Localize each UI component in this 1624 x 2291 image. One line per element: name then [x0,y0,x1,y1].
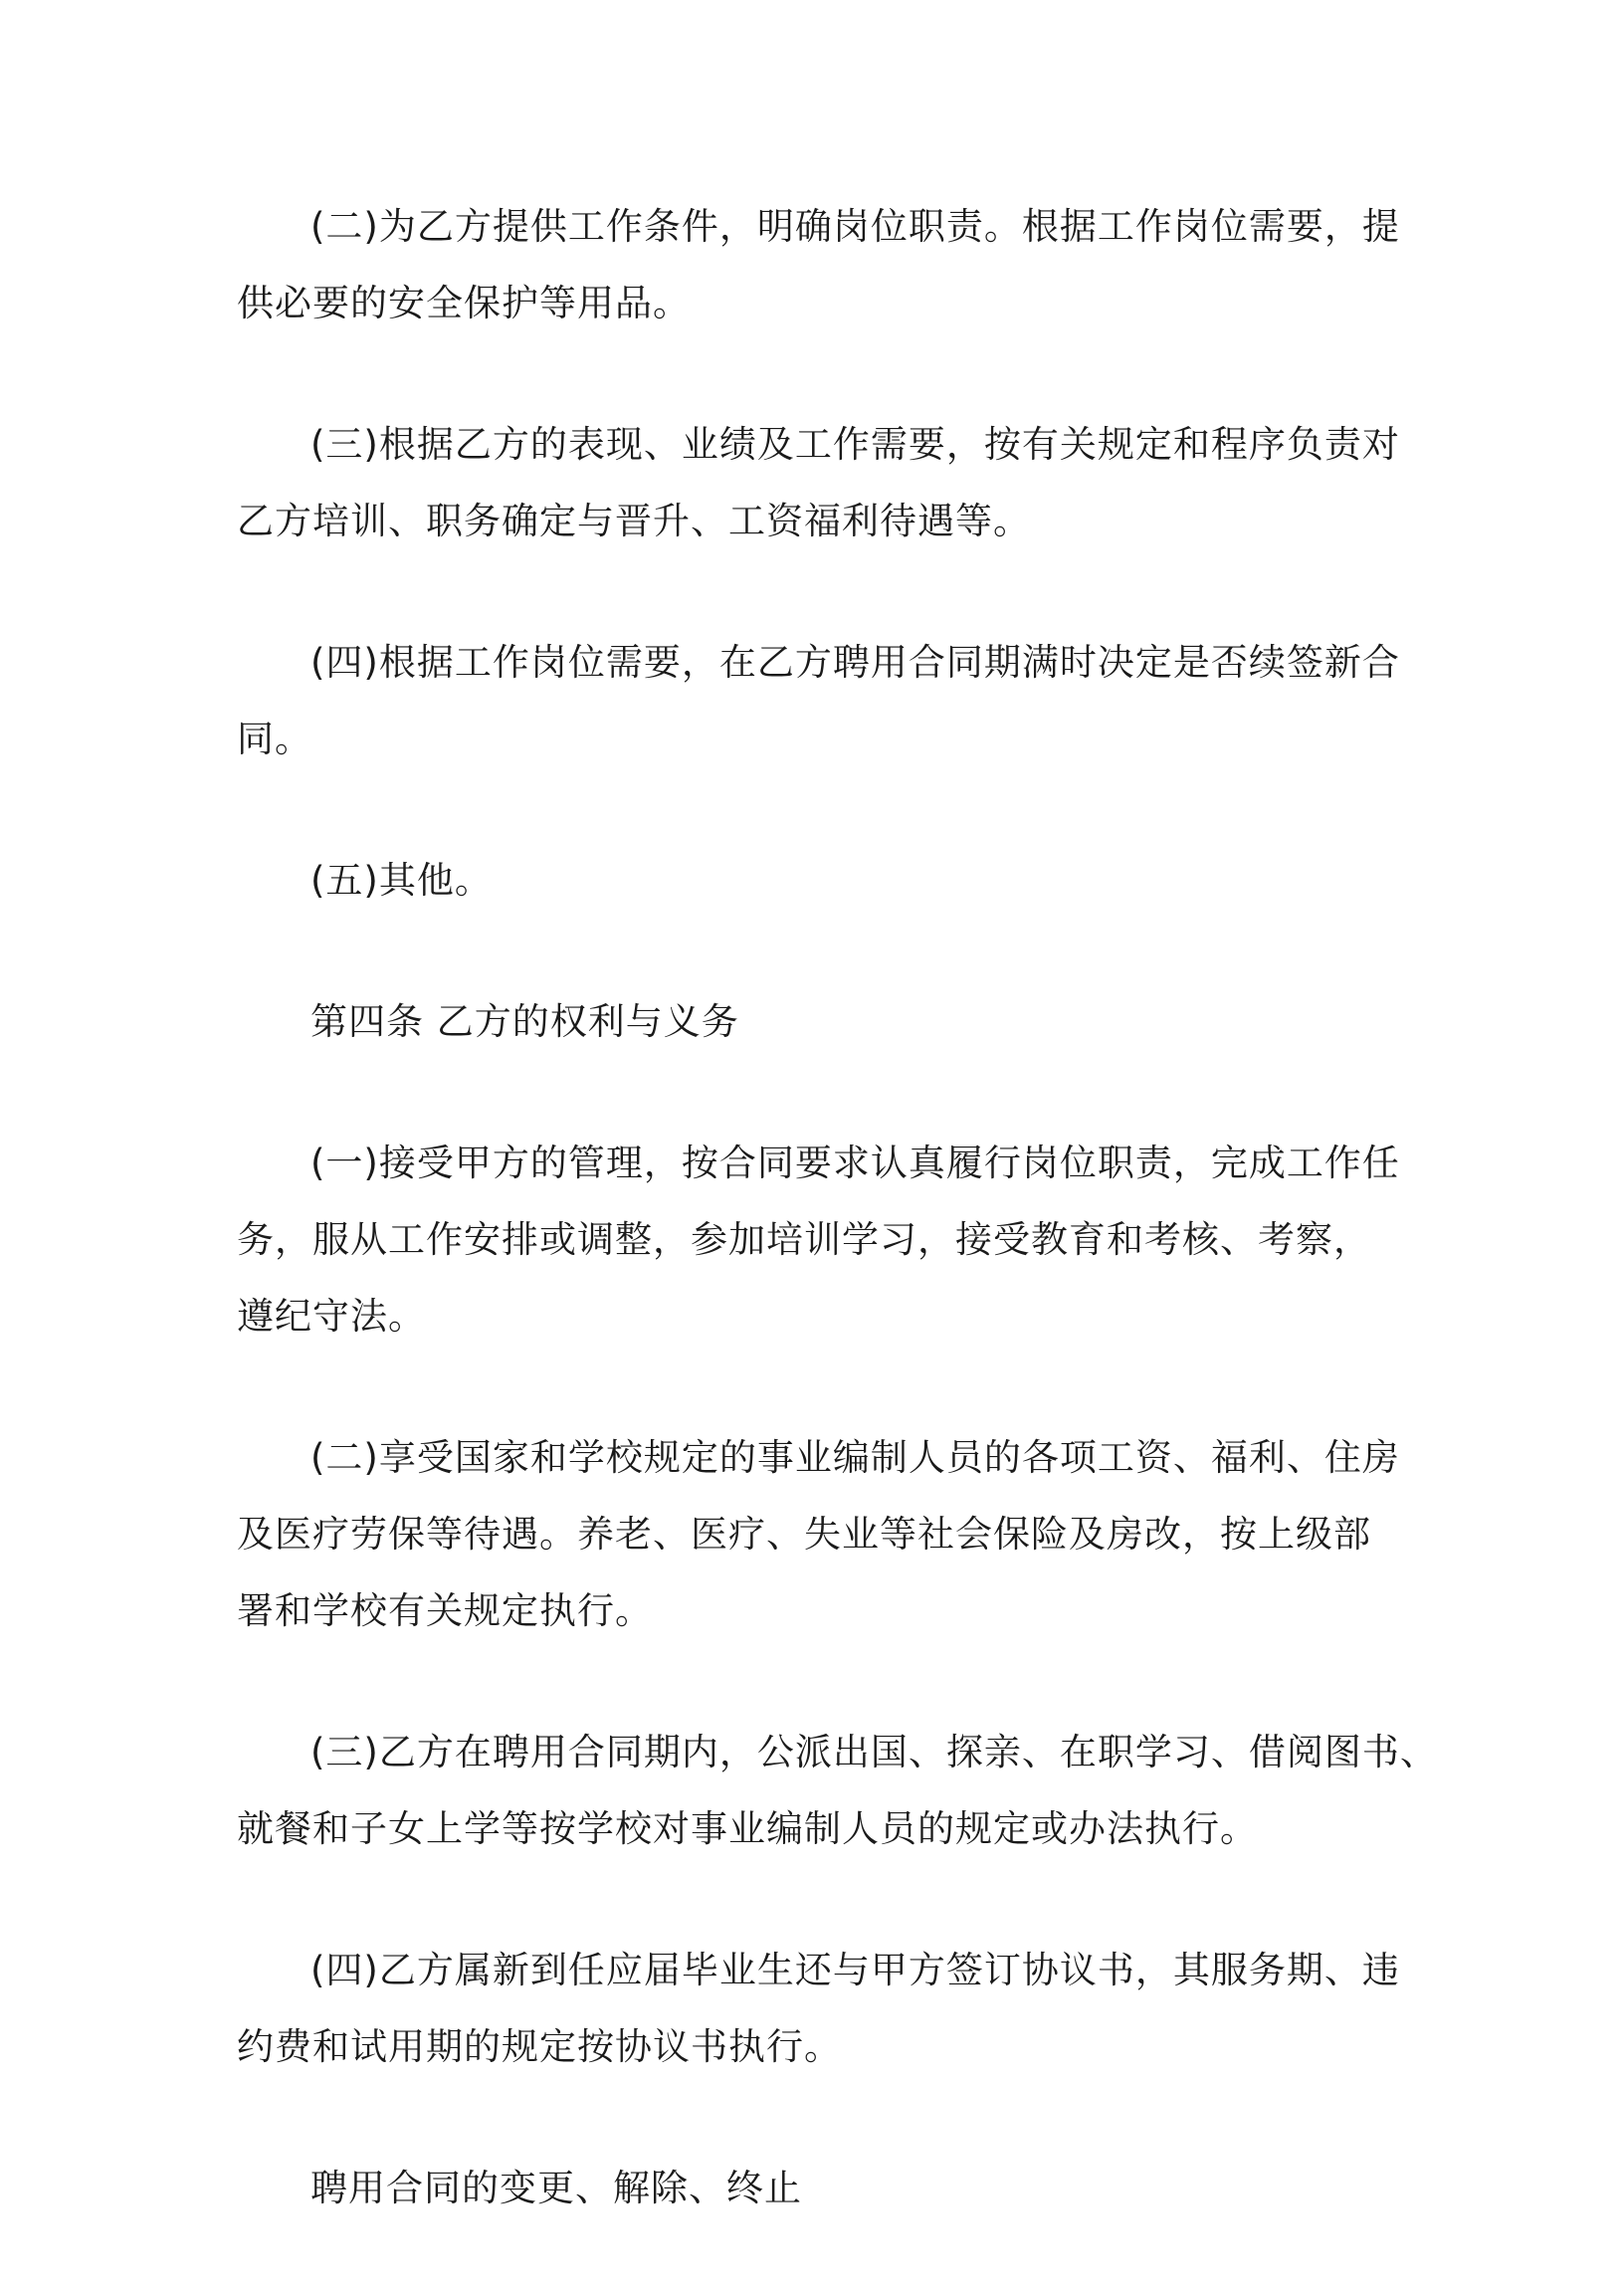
paragraph-party-a-5 [237,842,1391,919]
paragraph-line: (三)乙方在聘用合同期内，公派出国、探亲、在职学习、借阅图书、 [310,1731,1438,1773]
paragraph-line: 供必要的安全保护等用品。 [237,282,691,324]
paragraph-line: (二)享受国家和学校规定的事业编制人员的各项工资、福利、住房 [310,1436,1400,1479]
paragraph-party-a-4 [237,624,1400,777]
paragraph-party-b-3 [237,1714,1438,1867]
paragraph-line: 署和学校有关规定执行。 [237,1589,653,1632]
paragraph-line: (三)根据乙方的表现、业绩及工作需要，按有关规定和程序负责对 [310,423,1400,466]
paragraph-party-a-3 [237,406,1400,559]
paragraph-line: (五)其他。 [310,859,493,902]
paragraph-line: 遵纪守法。 [237,1295,426,1338]
paragraph-party-b-1 [237,1125,1400,1354]
paragraph-line: (二)为乙方提供工作条件，明确岗位职责。根据工作岗位需要，提 [310,205,1400,248]
paragraph-line: (四)乙方属新到任应届毕业生还与甲方签订协议书，其服务期、违 [310,1949,1400,1991]
section-heading-text: 聘用合同的变更、解除、终止 [310,2167,802,2209]
paragraph-line: 约费和试用期的规定按协议书执行。 [237,2025,842,2068]
document-body [237,188,1438,2291]
section-heading-contract-changes [237,2150,1391,2226]
section-heading-article-4 [237,983,1391,1060]
paragraph-line: 就餐和子女上学等按学校对事业编制人员的规定或办法执行。 [237,1807,1258,1850]
section-heading-text: 第四条 乙方的权利与义务 [310,1000,739,1043]
paragraph-party-b-2 [237,1419,1400,1649]
paragraph-line: 务，服从工作安排或调整，参加培训学习，接受教育和考核、考察， [237,1218,1371,1261]
paragraph-line: 同。 [237,718,312,760]
paragraph-party-b-4 [237,1932,1400,2085]
paragraph-line: 及医疗劳保等待遇。养老、医疗、失业等社会保险及房改，按上级部 [237,1513,1371,1556]
paragraph-line: (四)根据工作岗位需要，在乙方聘用合同期满时决定是否续签新合 [310,641,1400,684]
paragraph-line: (一)接受甲方的管理，按合同要求认真履行岗位职责，完成工作任 [310,1142,1400,1184]
paragraph-line: 乙方培训、职务确定与晋升、工资福利待遇等。 [237,500,1031,542]
paragraph-party-a-2 [237,188,1400,341]
